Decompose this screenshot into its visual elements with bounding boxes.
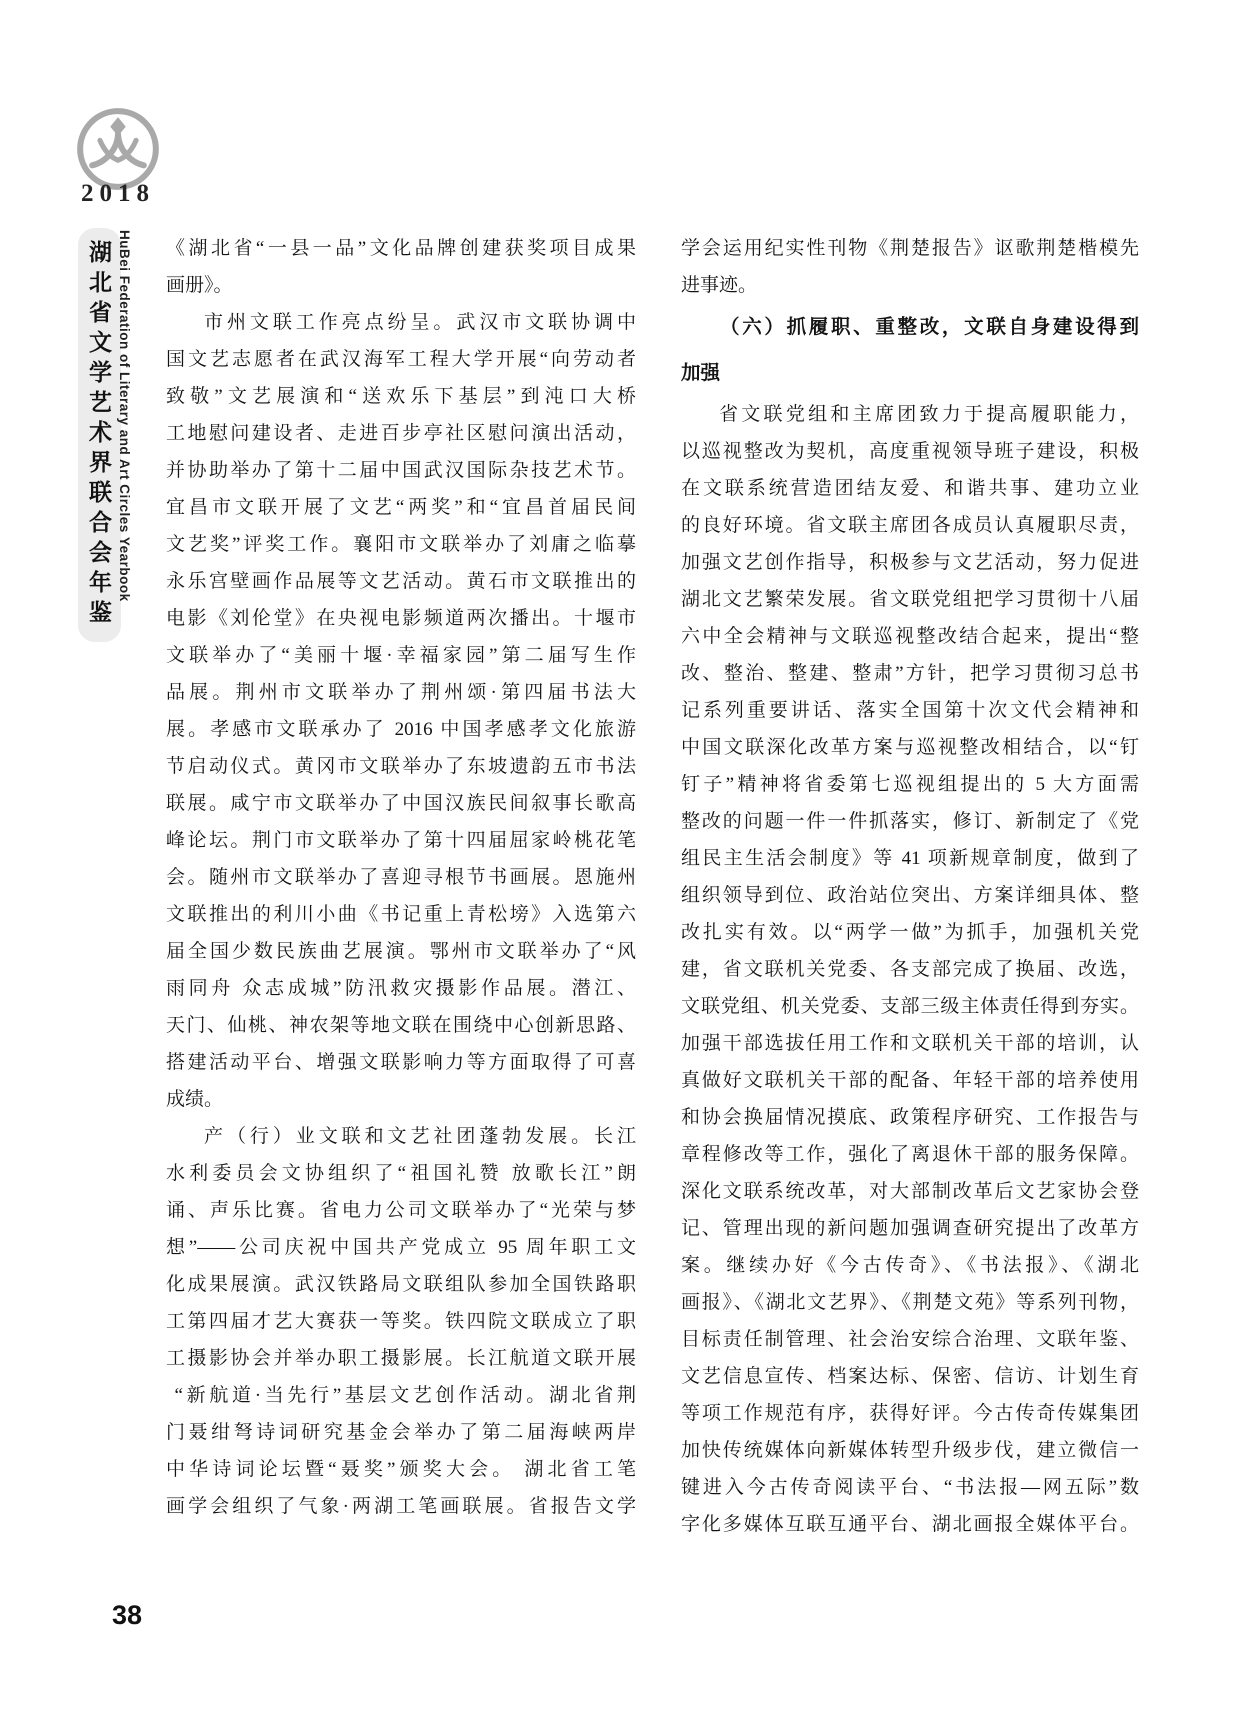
text-line: 届全国少数民族曲艺展演。鄂州市文联举办了“风 (166, 941, 636, 962)
text-line: 致敬”文艺展演和“送欢乐下基层”到沌口大桥 (166, 386, 636, 407)
text-line: 加强文艺创作指导，积极参与文艺活动，努力促进 (681, 552, 1139, 573)
section-heading-line: （六）抓履职、重整改，文联自身建设得到 (720, 316, 1139, 338)
text-line: 雨同舟 众志成城”防汛救灾摄影作品展。潜江、 (166, 978, 636, 999)
text-line: 门聂绀弩诗词研究基金会举办了第二届海峡两岸 (166, 1422, 636, 1443)
text-line: 深化文联系统改革，对大部制改革后文艺家协会登 (681, 1181, 1139, 1202)
text-line: 文联举办了“美丽十堰·幸福家园”第二届写生作 (166, 645, 636, 666)
text-line: 加快传统媒体向新媒体转型升级步伐，建立微信一 (681, 1440, 1139, 1461)
text-line: 中华诗词论坛暨“聂奖”颁奖大会。 湖北省工笔 (166, 1459, 636, 1480)
text-line: 展。孝感市文联承办了 2016 中国孝感孝文化旅游 (166, 719, 636, 740)
text-line: 成绩。 (166, 1089, 224, 1110)
text-line: 会。随州市文联举办了喜迎寻根节书画展。恩施州 (166, 867, 636, 888)
sidebar-title-chinese: 湖北省文学艺术界联合会年鉴 (78, 228, 121, 642)
left-text-column (166, 230, 636, 1525)
text-line: 宜昌市文联开展了文艺“两奖”和“宜昌首届民间 (166, 497, 636, 518)
text-line: 工地慰问建设者、走进百步亭社区慰问演出活动， (166, 423, 636, 444)
text-line: 市州文联工作亮点纷呈。武汉市文联协调中 (204, 312, 636, 333)
text-line: 学会运用纪实性刊物《荆楚报告》讴歌荆楚楷模先 (681, 238, 1139, 259)
text-line: 记、管理出现的新问题加强调查研究提出了改革方 (681, 1218, 1139, 1239)
text-line: 工第四届才艺大赛获一等奖。铁四院文联成立了职 (166, 1311, 636, 1332)
text-line: 画学会组织了气象·两湖工笔画联展。省报告文学 (166, 1496, 636, 1517)
page-number: 38 (112, 1600, 143, 1630)
text-line: 湖北文艺繁荣发展。省文联党组把学习贯彻十八届 (681, 589, 1139, 610)
text-line: 和协会换届情况摸底、政策程序研究、工作报告与 (681, 1107, 1139, 1128)
text-line: 峰论坛。荆门市文联举办了第十四届屈家岭桃花笔 (166, 830, 636, 851)
text-line: 画册》。 (166, 275, 233, 296)
section-heading-line: 加强 (681, 362, 721, 384)
text-line: 产（行）业文联和文艺社团蓬勃发展。长江 (204, 1126, 636, 1147)
text-line: 等项工作规范有序，获得好评。今古传奇传媒集团 (681, 1403, 1139, 1424)
text-line: 并协助举办了第十二届中国武汉国际杂技艺术节。 (166, 460, 636, 481)
text-line: 键进入今古传奇阅读平台、“书法报—网五际”数 (681, 1477, 1139, 1498)
text-line: 中国文联深化改革方案与巡视整改相结合，以“钉 (681, 737, 1139, 758)
text-line: 文联党组、机关党委、支部三级主体责任得到夯实。 (681, 996, 1139, 1017)
text-line: 电影《刘伦堂》在央视电影频道两次播出。十堰市 (166, 608, 636, 629)
text-line: 六中全会精神与文联巡视整改结合起来，提出“整 (681, 626, 1139, 647)
text-line: 加强干部选拔任用工作和文联机关干部的培训，认 (681, 1033, 1139, 1054)
text-line: 真做好文联机关干部的配备、年轻干部的培养使用 (681, 1070, 1139, 1091)
year-label: 2018 (81, 180, 155, 207)
text-line: 工摄影协会并举办职工摄影展。长江航道文联开展 (166, 1348, 636, 1369)
text-line: 文艺信息宣传、档案达标、保密、信访、计划生育 (681, 1366, 1139, 1387)
text-line: 字化多媒体互联互通平台、湖北画报全媒体平台。 (681, 1514, 1139, 1535)
text-line: 进事迹。 (681, 275, 758, 296)
text-line: 目标责任制管理、社会治安综合治理、文联年鉴、 (681, 1329, 1139, 1350)
text-line: 整改的问题一件一件抓落实，修订、新制定了《党 (681, 811, 1139, 832)
text-line: 案。继续办好《今古传奇》、《书法报》、《湖北 (681, 1255, 1139, 1276)
text-line: 章程修改等工作，强化了离退休干部的服务保障。 (681, 1144, 1139, 1165)
text-line: 以巡视整改为契机，高度重视领导班子建设，积极 (681, 441, 1139, 462)
text-line: “新航道·当先行”基层文艺创作活动。湖北省荆 (174, 1385, 636, 1406)
text-line: 记系列重要讲话、落实全国第十次文代会精神和 (681, 700, 1139, 721)
text-line: 在文联系统营造团结友爱、和谐共事、建功立业 (681, 478, 1139, 499)
text-line: 天门、仙桃、神农架等地文联在围绕中心创新思路、 (166, 1015, 636, 1036)
text-line: 省文联党组和主席团致力于提高履职能力， (719, 404, 1139, 425)
text-line: 联展。咸宁市文联举办了中国汉族民间叙事长歌高 (166, 793, 636, 814)
right-text-column (681, 230, 1139, 1543)
text-line: 想”——公司庆祝中国共产党成立 95 周年职工文 (166, 1237, 636, 1258)
text-line: 改扎实有效。以“两学一做”为抓手，加强机关党 (681, 922, 1139, 943)
text-line: 钉子”精神将省委第七巡视组提出的 5 大方面需 (681, 774, 1139, 795)
text-line: 节启动仪式。黄冈市文联举办了东坡遗韵五市书法 (166, 756, 636, 777)
text-line: 组织领导到位、政治站位突出、方案详细具体、整 (681, 885, 1139, 906)
text-line: 《湖北省“一县一品”文化品牌创建获奖项目成果 (166, 238, 636, 259)
text-line: 诵、声乐比赛。省电力公司文联举办了“光荣与梦 (166, 1200, 636, 1221)
text-line: 画报》、《湖北文艺界》、《荆楚文苑》等系列刊物， (681, 1292, 1139, 1313)
text-line: 文联推出的利川小曲《书记重上青松塝》入选第六 (166, 904, 636, 925)
text-line: 建，省文联机关党委、各支部完成了换届、改选， (681, 959, 1139, 980)
text-line: 水利委员会文协组织了“祖国礼赞 放歌长江”朗 (166, 1163, 636, 1184)
text-line: 国文艺志愿者在武汉海军工程大学开展“向劳动者 (166, 349, 636, 370)
text-line: 改、整治、整建、整肃”方针，把学习贯彻习总书 (681, 663, 1139, 684)
text-line: 组民主生活会制度》等 41 项新规章制度，做到了 (681, 848, 1139, 869)
text-line: 化成果展演。武汉铁路局文联组队参加全国铁路职 (166, 1274, 636, 1295)
sidebar-title-english: HuBei Federation of Literary and Art Circles Yearbook (117, 230, 132, 602)
text-line: 永乐宫壁画作品展等文艺活动。黄石市文联推出的 (166, 571, 636, 592)
text-line: 文艺奖”评奖工作。襄阳市文联举办了刘庸之临摹 (166, 534, 636, 555)
text-line: 品展。荆州市文联举办了荆州颂·第四届书法大 (166, 682, 636, 703)
text-line: 搭建活动平台、增强文联影响力等方面取得了可喜 (166, 1052, 636, 1073)
text-line: 的良好环境。省文联主席团各成员认真履职尽责， (681, 515, 1139, 536)
